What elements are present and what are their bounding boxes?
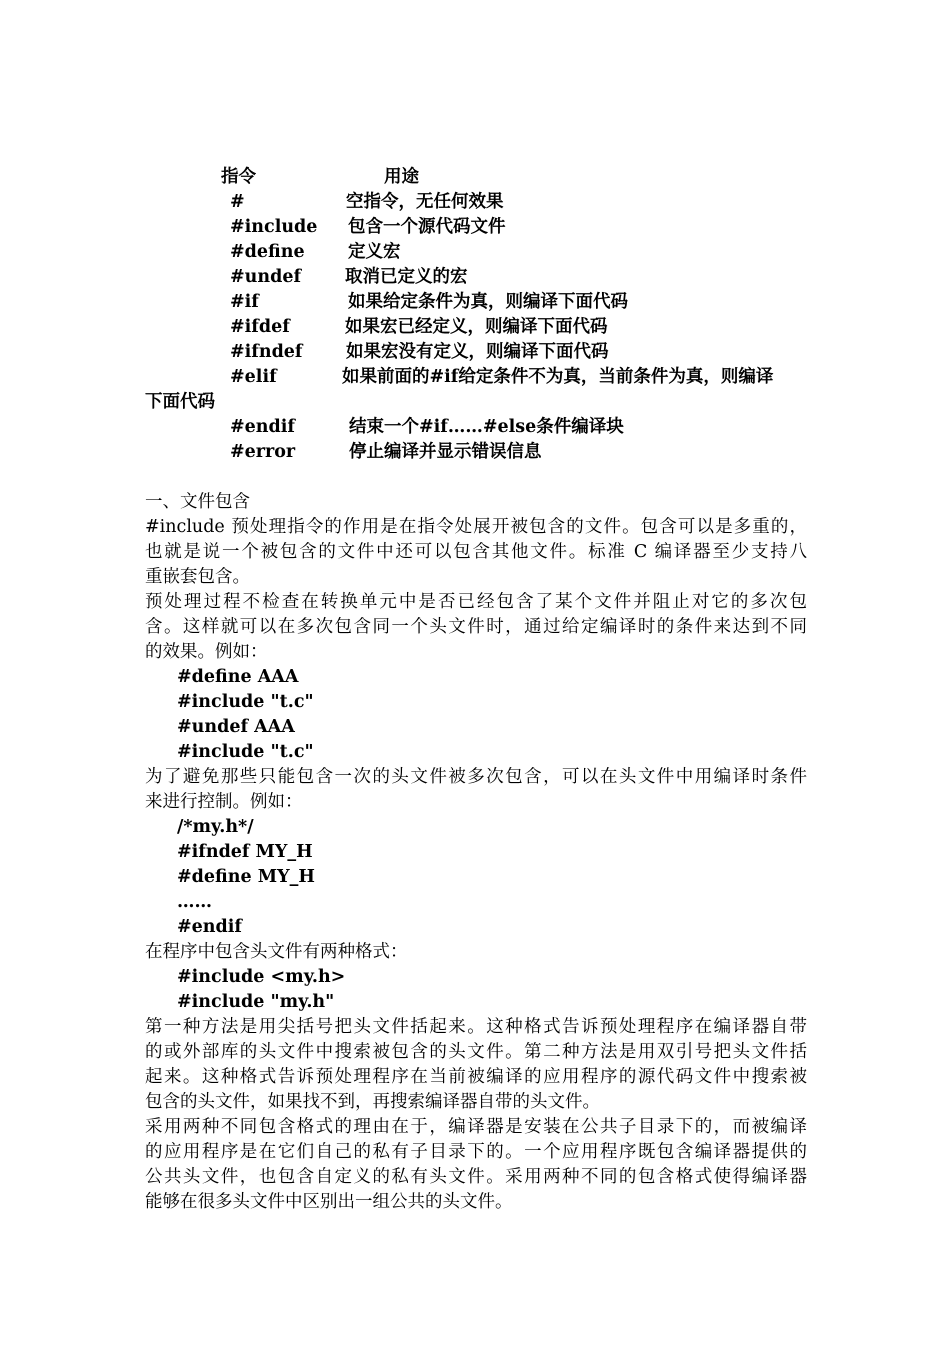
row-directive: #include <box>230 217 318 237</box>
header-purpose: 用途 <box>384 167 419 187</box>
text-line: 含。这样就可以在多次包含同一个头文件时，通过给定编译时的条件来达到不同 <box>145 617 807 637</box>
code-line: #undef AAA <box>177 717 295 737</box>
code-line: #include <my.h> <box>177 967 346 987</box>
section-heading: 一、文件包含 <box>145 492 250 512</box>
row-purpose: 空指令，无任何效果 <box>346 192 504 212</box>
row-purpose: 如果宏没有定义，则编译下面代码 <box>346 342 609 362</box>
code-line: /*my.h*/ <box>177 817 254 837</box>
text-line: 的应用程序是在它们自己的私有子目录下的。一个应用程序既包含编译器提供的 <box>145 1142 807 1162</box>
text-line: 也就是说一个被包含的文件中还可以包含其他文件。标准 C 编译器至少支持八 <box>145 542 807 562</box>
row-directive: #endif <box>230 417 295 437</box>
row-directive: #error <box>230 442 296 462</box>
code-line: …… <box>177 892 212 912</box>
row-purpose: 取消已定义的宏 <box>345 267 468 287</box>
row-directive: #if <box>230 292 259 312</box>
row-directive: #elif <box>230 367 277 387</box>
text-line: 包含的头文件，如果找不到，再搜索编译器自带的头文件。 <box>145 1092 600 1112</box>
code-line: #include "t.c" <box>177 692 314 712</box>
header-directive: 指令 <box>221 167 256 187</box>
text-line: 预处理过程不检查在转换单元中是否已经包含了某个文件并阻止对它的多次包 <box>145 592 807 612</box>
code-line: #endif <box>177 917 242 937</box>
row-purpose: 结束一个#if……#else条件编译块 <box>349 417 624 437</box>
row-directive: #ifdef <box>230 317 290 337</box>
code-line: #define MY_H <box>177 867 315 887</box>
row-directive: # <box>230 192 245 212</box>
code-line: #ifndef MY_H <box>177 842 313 862</box>
text-line: 的或外部库的头文件中搜索被包含的头文件。第二种方法是用双引号把头文件括 <box>145 1042 807 1062</box>
row-directive: #define <box>230 242 305 262</box>
text-line: 为了避免那些只能包含一次的头文件被多次包含，可以在头文件中用编译时条件 <box>145 767 807 787</box>
row-purpose: 停止编译并显示错误信息 <box>349 442 542 462</box>
text-line: 能够在很多头文件中区别出一组公共的头文件。 <box>145 1192 513 1212</box>
row-directive: #ifndef <box>230 342 303 362</box>
row-purpose: 包含一个源代码文件 <box>348 217 506 237</box>
row-directive: #undef <box>230 267 302 287</box>
text-line: 公共头文件，也包含自定义的私有头文件。采用两种不同的包含格式使得编译器 <box>145 1167 807 1187</box>
code-line: #include "t.c" <box>177 742 314 762</box>
row-purpose: 如果宏已经定义，则编译下面代码 <box>345 317 608 337</box>
row-purpose: 如果给定条件为真，则编译下面代码 <box>348 292 628 312</box>
text-line: #include 预处理指令的作用是在指令处展开被包含的文件。包含可以是多重的， <box>145 517 807 537</box>
row-purpose-continued: 下面代码 <box>145 392 215 412</box>
row-purpose: 定义宏 <box>348 242 401 262</box>
text-line: 在程序中包含头文件有两种格式： <box>145 942 408 962</box>
code-line: #define AAA <box>177 667 299 687</box>
text-line: 来进行控制。例如： <box>145 792 303 812</box>
text-line: 重嵌套包含。 <box>145 567 250 587</box>
text-line: 的效果。例如： <box>145 642 268 662</box>
code-line: #include "my.h" <box>177 992 335 1012</box>
row-purpose: 如果前面的#if给定条件不为真，当前条件为真，则编译 <box>342 367 774 387</box>
text-line: 采用两种不同包含格式的理由在于，编译器是安装在公共子目录下的，而被编译 <box>145 1117 807 1137</box>
text-line: 起来。这种格式告诉预处理程序在当前被编译的应用程序的源代码文件中搜索被 <box>145 1067 807 1087</box>
text-line: 第一种方法是用尖括号把头文件括起来。这种格式告诉预处理程序在编译器自带 <box>145 1017 807 1037</box>
